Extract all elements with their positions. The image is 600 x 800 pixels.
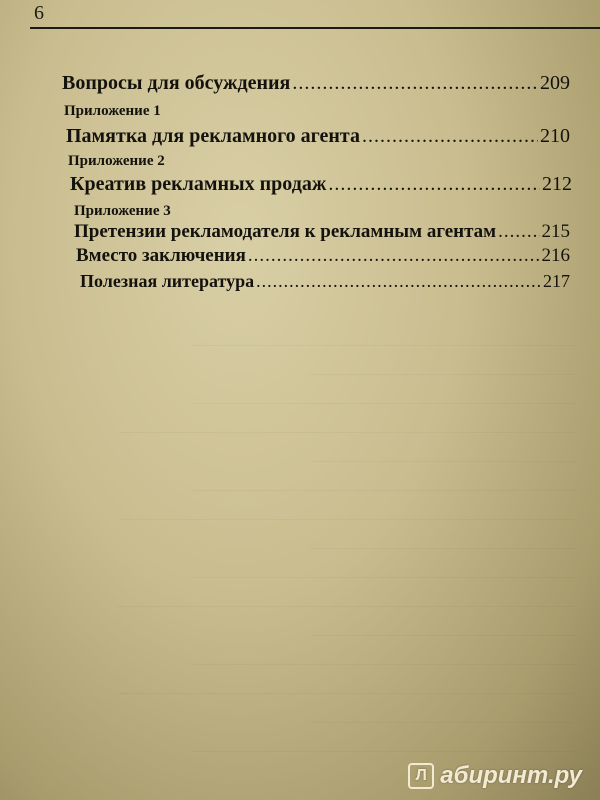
appendix-heading: Приложение 2 [68,153,165,169]
toc-entry [76,245,570,267]
watermark-text: абиринт.ру [440,762,582,789]
toc-entry-title: Креатив рекламных продаж [70,173,327,195]
toc-leader-dots [362,125,538,148]
toc-entry [62,72,570,95]
toc-entry-title: Вопросы для обсуждения [62,72,291,94]
toc-entry-title: Претензии рекламодателя к рекламным агентам [74,221,497,242]
toc-entry-page: 209 [540,72,570,94]
toc-entry [74,221,570,243]
toc-entry [70,173,572,196]
show-through-text [95,300,575,780]
toc-leader-dots [248,245,540,267]
toc-leader-dots [292,72,538,95]
toc-entry [80,271,570,292]
labirint-watermark [408,762,582,790]
toc-entry-page: 212 [542,173,572,195]
toc-entry-title: Вместо заключения [76,245,246,266]
toc-entry-title: Полезная литература [80,271,255,291]
toc-leader-dots [256,271,541,292]
header-rule [30,27,600,29]
toc-entry-page: 216 [541,245,570,266]
toc-entry-page: 217 [543,271,570,291]
labirint-logo-icon: Л [408,763,434,789]
page-number: 6 [34,2,44,24]
toc-entry [66,125,570,148]
appendix-heading: Приложение 1 [64,103,161,119]
toc-entry-title: Памятка для рекламного агента [66,125,360,147]
toc-leader-dots [328,173,540,196]
toc-leader-dots [498,221,539,243]
appendix-heading: Приложение 3 [74,203,171,219]
toc-entry-page: 215 [541,221,570,242]
toc-entry-page: 210 [540,125,570,147]
